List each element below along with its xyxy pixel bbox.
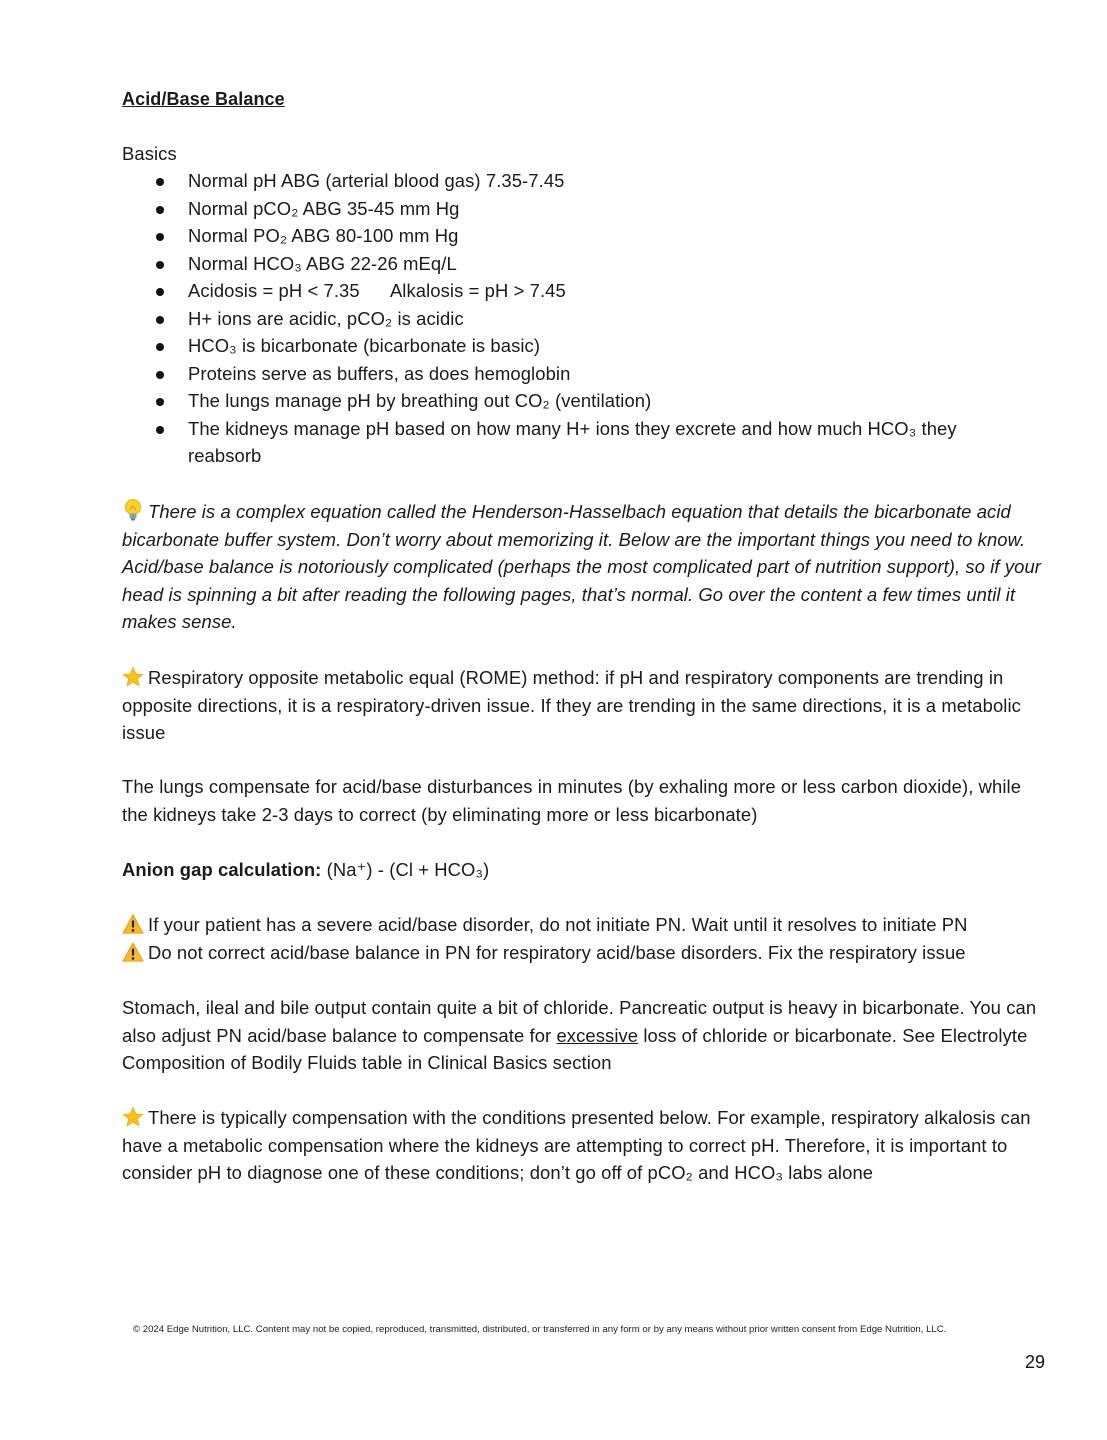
typical-compensation-text: There is typically compensation with the conditions presented below. For example, respiratory alkalosis can have a metabolic compensation where the kidneys are attempting to correct pH. Therefore, it is important to consider pH to diagnose one of these conditions; don’t go off of pCO₂ and HCO₃ labs alone	[122, 1107, 1031, 1183]
list-item	[122, 277, 1002, 305]
list-item-text: Normal pH ABG (arterial blood gas) 7.35-7.45	[188, 170, 565, 191]
page-title: Acid/Base Balance	[122, 89, 285, 109]
list-item	[122, 222, 1002, 250]
anion-gap-line	[122, 856, 1047, 884]
list-item	[122, 415, 1002, 470]
list-item-text: The lungs manage pH by breathing out CO₂ (ventilation)	[188, 390, 652, 411]
bullet-icon	[156, 288, 164, 296]
list-item	[122, 387, 1002, 415]
basics-heading: Basics	[122, 143, 177, 164]
list-item-text: Acidosis = pH < 7.35 Alkalosis = pH > 7.45	[188, 280, 566, 301]
warning-icon	[122, 941, 144, 963]
page-number: 29	[1024, 1352, 1045, 1372]
bullet-icon	[156, 206, 164, 214]
warning-text: Do not correct acid/base balance in PN for respiratory acid/base disorders. Fix the respiratory issue	[148, 941, 966, 963]
copyright-footer: © 2024 Edge Nutrition, LLC. Content may not be copied, reproduced, transmitted, distributed, or transferred in any form or by any means without prior written consent from Edge Nutrition, LLC.	[133, 1324, 947, 1335]
list-item	[122, 332, 1002, 360]
anion-gap-formula: (Na⁺) - (Cl + HCO₃)	[326, 859, 490, 880]
compensation-paragraph: The lungs compensate for acid/base disturbances in minutes (by exhaling more or less carbon dioxide), while the kidneys take 2-3 days to correct (by eliminating more or less bicarbonate)	[122, 776, 1022, 825]
bullet-icon	[156, 343, 164, 351]
list-item-text: HCO₃ is bicarbonate (bicarbonate is basic)	[188, 335, 541, 356]
list-item	[122, 250, 1002, 278]
fluids-text-before: Stomach, ileal and bile output contain quite a bit of chloride. Pancreatic output is heavy in bicarbonate. You can also adjust PN acid/base balance to compensate for	[122, 997, 1037, 1046]
lightbulb-icon	[122, 498, 144, 520]
warning-item	[122, 911, 1047, 939]
star-icon	[122, 1106, 144, 1128]
tip-paragraph	[122, 498, 1047, 636]
typical-compensation-paragraph	[122, 1104, 1047, 1187]
bullet-icon	[156, 371, 164, 379]
bullet-icon	[156, 261, 164, 269]
list-item-text: Normal pCO₂ ABG 35-45 mm Hg	[188, 197, 460, 219]
fluids-text-after: loss of chloride or bicarbonate. See Electrolyte Composition of Bodily Fluids table in Clinical Basics section	[122, 1024, 1028, 1073]
list-item-text: H+ ions are acidic, pCO₂ is acidic	[188, 307, 464, 329]
list-item	[122, 167, 1002, 195]
list-item-text: The kidneys manage pH based on how many H+ ions they excrete and how much HCO₃ they reabsorb	[188, 417, 957, 466]
fluids-paragraph	[122, 994, 1047, 1077]
tip-text: There is a complex equation called the Henderson-Hasselbach equation that details the bicarbonate acid bicarbonate buffer system. Don’t worry about memorizing it. Below are the important things you need to know. Acid/base balance is notoriously complicated (perhaps the most complicated part of nutrition support), so if your head is spinning a bit after reading the following pages, that’s normal. Go over the content a few times until it makes sense.	[122, 501, 1042, 632]
warning-icon	[122, 913, 144, 935]
bullet-icon	[156, 426, 164, 434]
list-item	[122, 305, 1002, 333]
list-item-text: Normal HCO₃ ABG 22-26 mEq/L	[188, 252, 457, 274]
warning-text: If your patient has a severe acid/base disorder, do not initiate PN. Wait until it resolves to initiate PN	[148, 914, 968, 935]
bullet-icon	[156, 316, 164, 324]
basics-list	[122, 167, 1002, 470]
rome-text: Respiratory opposite metabolic equal (ROME) method: if pH and respiratory components are trending in opposite directions, it is a respiratory-driven issue. If they are trending in the same directions, it is a metabolic issue	[122, 667, 1021, 743]
rome-paragraph	[122, 664, 1047, 747]
list-item-text: Proteins serve as buffers, as does hemoglobin	[188, 362, 571, 384]
list-item	[122, 195, 1002, 223]
warnings	[122, 911, 1047, 966]
anion-gap-label: Anion gap calculation:	[122, 859, 322, 880]
fluids-underlined-word: excessive	[556, 1024, 639, 1046]
bullet-icon	[156, 233, 164, 241]
list-item	[122, 360, 1002, 388]
bullet-icon	[156, 178, 164, 186]
warning-item	[122, 939, 1047, 967]
list-item-text: Normal PO₂ ABG 80-100 mm Hg	[188, 225, 459, 246]
star-icon	[122, 666, 144, 688]
bullet-icon	[156, 398, 164, 406]
